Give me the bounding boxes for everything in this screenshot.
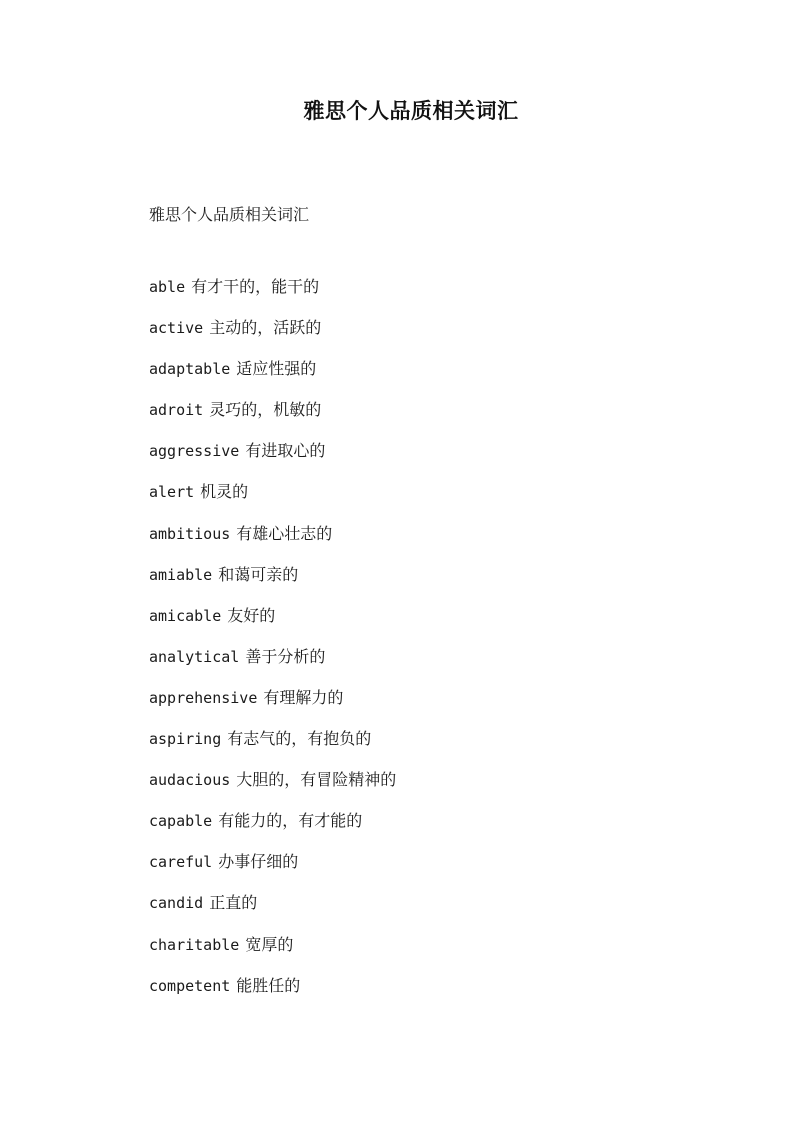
vocab-meaning: 机灵的	[200, 482, 249, 502]
vocab-entry	[149, 440, 396, 481]
vocab-word: competent	[149, 976, 231, 995]
document-subtitle: 雅思个人品质相关词汇	[149, 205, 310, 224]
vocab-word: aspiring	[149, 730, 222, 749]
vocab-meaning: 主动的，活跃的	[209, 318, 322, 338]
vocab-entry	[149, 851, 396, 892]
vocab-entry	[149, 523, 396, 564]
vocab-meaning: 有志气的，有抱负的	[227, 729, 372, 749]
vocab-word: audacious	[149, 771, 231, 790]
vocab-entry	[149, 728, 396, 769]
vocabulary-list	[149, 276, 396, 1016]
vocab-word: adroit	[149, 401, 204, 420]
vocab-word: charitable	[149, 935, 240, 954]
vocab-word: ambitious	[149, 524, 231, 543]
vocab-entry	[149, 564, 396, 605]
vocab-meaning: 友好的	[227, 605, 276, 625]
vocab-entry	[149, 934, 396, 975]
document-title: 雅思个人品质相关词汇	[303, 98, 519, 123]
vocab-entry	[149, 358, 396, 399]
vocab-word: analytical	[149, 647, 240, 666]
vocab-entry	[149, 276, 396, 317]
vocab-meaning: 正直的	[209, 893, 258, 913]
vocab-word: active	[149, 319, 204, 338]
vocab-word: alert	[149, 483, 195, 502]
vocab-meaning: 有理解力的	[263, 687, 344, 707]
vocab-meaning: 适应性强的	[236, 359, 317, 379]
vocab-meaning: 有进取心的	[245, 441, 326, 461]
vocab-meaning: 灵巧的，机敏的	[209, 400, 322, 420]
vocab-word: apprehensive	[149, 688, 258, 707]
vocab-word: amicable	[149, 606, 222, 625]
vocab-meaning: 有能力的，有才能的	[218, 811, 363, 831]
vocab-entry	[149, 892, 396, 933]
vocab-meaning: 善于分析的	[245, 646, 326, 666]
vocab-word: aggressive	[149, 442, 240, 461]
vocab-entry	[149, 605, 396, 646]
vocab-word: careful	[149, 853, 213, 872]
vocab-meaning: 办事仔细的	[218, 852, 299, 872]
vocab-meaning: 有雄心壮志的	[236, 523, 333, 543]
vocab-word: capable	[149, 812, 213, 831]
vocab-meaning: 能胜任的	[236, 975, 301, 995]
vocab-entry	[149, 399, 396, 440]
vocab-entry	[149, 810, 396, 851]
vocab-entry	[149, 769, 396, 810]
vocab-entry	[149, 687, 396, 728]
vocab-entry	[149, 975, 396, 1016]
vocab-word: adaptable	[149, 360, 231, 379]
vocab-entry	[149, 317, 396, 358]
vocab-entry	[149, 646, 396, 687]
vocab-word: amiable	[149, 565, 213, 584]
vocab-word: able	[149, 278, 186, 296]
vocab-word: candid	[149, 894, 204, 913]
vocab-meaning: 和蔼可亲的	[218, 564, 299, 584]
vocab-meaning: 大胆的，有冒险精神的	[236, 770, 397, 790]
vocab-meaning: 宽厚的	[245, 934, 294, 954]
vocab-meaning: 有才干的，能干的	[191, 277, 320, 296]
vocab-entry	[149, 481, 396, 522]
